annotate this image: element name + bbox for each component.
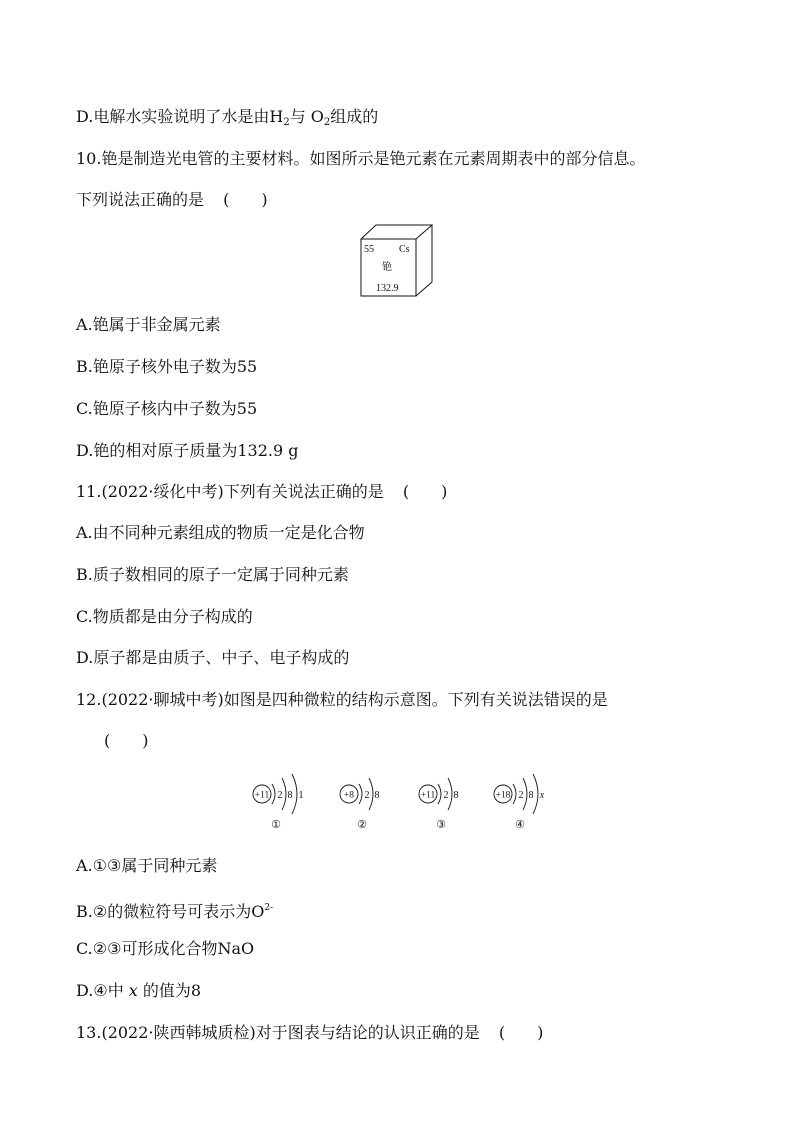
q12-answer-paren[interactable]: ( ): [104, 731, 149, 750]
atom-structure-diagrams: [250, 766, 560, 840]
q11-option-b: B.质子数相同的原子一定属于同种元素: [76, 565, 349, 584]
particle-1-diagram: [253, 774, 304, 831]
atomic-mass: 132.9: [376, 283, 399, 294]
element-symbol: Cs: [399, 244, 410, 255]
element-name: 铯: [382, 262, 392, 273]
particle-4-shell-2: 8: [528, 790, 534, 801]
element-cell-figure: [360, 224, 436, 302]
particle-1-label: ①: [271, 819, 281, 831]
q13-stem: [76, 1023, 543, 1043]
variable-x: x: [128, 981, 138, 1000]
particle-4-shell-3: x: [539, 790, 545, 801]
particle-1-shell-1: 2: [277, 790, 283, 801]
q12-option-c: C.②③可形成化合物NaO: [76, 939, 255, 958]
q10-option-c: C.铯原子核内中子数为55: [76, 399, 258, 418]
q12-option-d-post: 的值为8: [142, 981, 202, 1000]
particle-1-shell-2: 8: [287, 790, 293, 801]
particle-2-shell-2: 8: [374, 790, 380, 801]
q10-option-d: D.铯的相对原子质量为132.9 g: [76, 441, 299, 460]
q11-option-c: C.物质都是由分子构成的: [76, 607, 253, 626]
q10-stem-text: 下列说法正确的是: [76, 190, 205, 209]
q10-option-a: A.铯属于非金属元素: [76, 315, 221, 334]
particle-4-label: ④: [515, 819, 525, 831]
q13-stem-text: 13.(2022·陕西韩城质检)对于图表与结论的认识正确的是: [76, 1023, 480, 1042]
particle-3-shell-2: 8: [453, 790, 459, 801]
q12-option-d-pre: D.④中: [76, 981, 124, 1000]
cesium-element-cell: [360, 224, 436, 298]
particle-3-shell-1: 2: [443, 790, 449, 801]
q10-answer-paren[interactable]: ( ): [223, 190, 268, 209]
q12-stem: 12.(2022·聊城中考)如图是四种微粒的结构示意图。下列有关说法错误的是: [76, 690, 608, 709]
q9-option-d-mid: 与 O: [289, 107, 324, 126]
particle-2-label: ②: [357, 819, 367, 831]
q9-option-d-post: 组成的: [330, 107, 379, 126]
q12-option-b: [76, 898, 273, 922]
q10-stem-line1: 10.铯是制造光电管的主要材料。如图所示是铯元素在元素周期表中的部分信息。: [76, 149, 646, 168]
q11-option-a: A.由不同种元素组成的物质一定是化合物: [76, 523, 365, 542]
q10-stem-line2: [76, 190, 268, 210]
q11-stem-text: 11.(2022·绥化中考)下列有关说法正确的是: [76, 482, 384, 501]
atomic-number: 55: [364, 244, 374, 255]
particle-3-label: ③: [436, 819, 446, 831]
q12-option-d: [76, 981, 201, 1001]
q12-option-b-text: B.②的微粒符号可表示为O: [76, 902, 265, 921]
q11-stem: [76, 482, 447, 502]
q13-answer-paren[interactable]: ( ): [498, 1023, 544, 1042]
particle-structure-figure: [250, 766, 560, 836]
particle-2-diagram: [340, 778, 380, 831]
q9-option-d-pre: D.电解水实验说明了水是由H: [76, 107, 284, 126]
q12-option-a: A.①③属于同种元素: [76, 856, 218, 875]
q9-option-d: [76, 107, 378, 133]
q11-answer-paren[interactable]: ( ): [402, 482, 448, 501]
q11-option-d: D.原子都是由质子、中子、电子构成的: [76, 648, 350, 667]
q10-option-b: B.铯原子核外电子数为55: [76, 357, 258, 376]
particle-3-diagram: [419, 778, 459, 831]
particle-2-shell-1: 2: [364, 790, 370, 801]
particle-1-nucleus: +11: [254, 790, 270, 801]
particle-4-nucleus: +18: [495, 790, 511, 801]
particle-4-diagram: [494, 774, 545, 831]
particle-1-shell-3: 1: [298, 790, 304, 801]
o-subscript: 2: [323, 117, 331, 128]
charge-superscript: 2-: [264, 903, 274, 913]
particle-4-shell-1: 2: [518, 790, 524, 801]
particle-3-nucleus: +11: [420, 790, 436, 801]
particle-2-nucleus: +8: [343, 790, 355, 801]
h-subscript: 2: [283, 117, 290, 128]
